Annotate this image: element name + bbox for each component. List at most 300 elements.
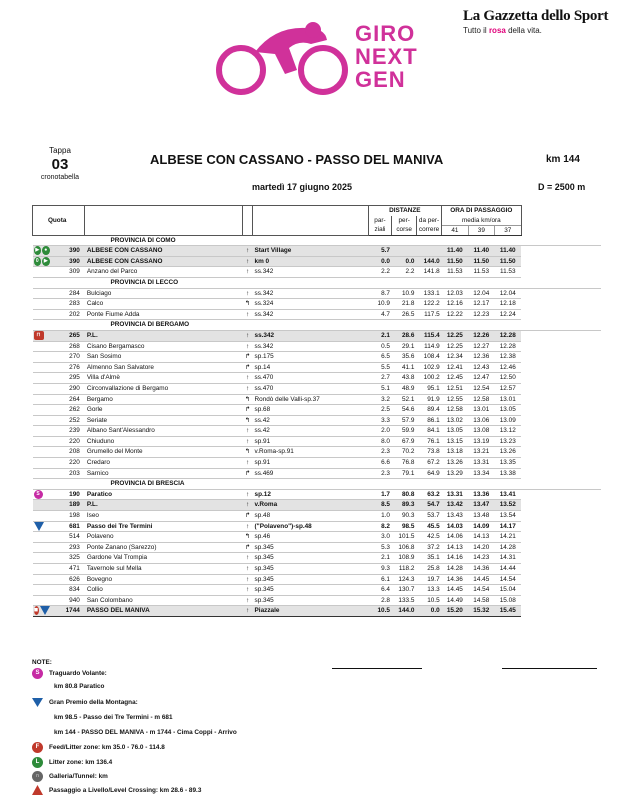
altitude-cell: 295 [33,373,85,384]
header-percorse-2: corse [396,226,412,234]
partial-km-cell: 2.0 [368,426,392,437]
altitude-value: 190 [69,490,80,498]
time-41-cell: 14.36 [442,574,468,585]
direction-arrow-icon: ↑ [243,246,253,257]
table-row [33,426,602,437]
row-marker [34,490,50,499]
remaining-km-cell: 37.2 [416,542,441,553]
place-cell: Tavernole sul Mella [85,564,243,575]
time-41-cell: 14.13 [442,542,468,553]
direction-arrow-icon: ↑ [243,341,253,352]
direction-arrow-icon: ↑ [243,521,253,532]
covered-km-cell: 101.5 [392,532,416,543]
time-41-cell: 13.31 [442,489,468,500]
place-cell: ALBESE CON CASSANO [85,246,243,257]
altitude-cell: 284 [33,288,85,299]
time-41-cell: 11.53 [442,267,468,278]
time-41-cell: 12.41 [442,362,468,373]
time-39-cell: 14.23 [468,553,494,564]
altitude-cell: 471 [33,564,85,575]
road-cell: ss.342 [253,267,368,278]
table-row [33,468,602,479]
partial-km-cell: 2.1 [368,330,392,341]
direction-arrow-icon: ↑ [243,436,253,447]
table-row [33,458,602,469]
note-tv [32,668,107,679]
covered-km-cell [392,246,416,257]
covered-km-cell: 76.8 [392,458,416,469]
time-41-cell: 13.29 [442,468,468,479]
time-37-cell: 12.57 [495,383,522,394]
partial-km-cell: 2.5 [368,405,392,416]
altitude-cell [33,489,85,500]
altitude-cell: 220 [33,436,85,447]
covered-km-cell: 57.9 [392,415,416,426]
direction-arrow-icon: ↰ [243,299,253,310]
time-37-cell: 11.50 [495,256,522,267]
partial-km-cell: 6.4 [368,585,392,596]
direction-arrow-icon: ↑ [243,595,253,606]
time-39-cell: 14.20 [468,542,494,553]
header-orario: ORA DI PASSAGGIO [442,206,521,216]
time-41-cell: 14.49 [442,595,468,606]
time-39-cell: 11.40 [468,246,494,257]
direction-arrow-icon: ↑ [243,564,253,575]
covered-km-cell: 79.1 [392,468,416,479]
altitude-cell [33,330,85,341]
place-cell: Ponte Fiume Adda [85,309,243,320]
remaining-km-cell: 35.1 [416,553,441,564]
remaining-km-cell: 100.2 [416,373,441,384]
altitude-cell [33,256,85,267]
time-41-cell: 12.58 [442,405,468,416]
road-cell: ss.342 [253,330,368,341]
remaining-km-cell: 102.9 [416,362,441,373]
remaining-km-cell: 42.5 [416,532,441,543]
wordmark-line-1: GIRO [355,21,416,46]
notes-title: NOTE: [32,659,52,666]
row-marker [34,257,50,266]
table-row [33,564,602,575]
time-37-cell: 13.52 [495,500,522,511]
covered-km-cell: 48.9 [392,383,416,394]
direction-arrow-icon: ↑ [243,553,253,564]
time-39-cell: 11.50 [468,256,494,267]
level-crossing-icon [32,785,43,796]
time-37-cell: 14.21 [495,532,522,543]
covered-km-cell: 2.2 [392,267,416,278]
covered-km-cell: 130.7 [392,585,416,596]
time-39-cell: 12.54 [468,383,494,394]
time-37-cell: 12.28 [495,330,522,341]
altitude-cell: 220 [33,458,85,469]
place-cell: Gardone Val Trompia [85,553,243,564]
remaining-km-cell: 25.8 [416,564,441,575]
note-gpm-line1: km 98.5 - Passo dei Tre Termini - m 681 [54,714,173,721]
road-cell: km 0 [253,256,368,267]
time-37-cell: 12.04 [495,288,522,299]
time-39-cell: 12.23 [468,309,494,320]
place-cell: Credaro [85,458,243,469]
time-37-cell: 11.40 [495,246,522,257]
covered-km-cell: 108.9 [392,553,416,564]
road-cell: sp.345 [253,553,368,564]
place-cell: ALBESE CON CASSANO [85,256,243,267]
note-litter-text: Litter zone: km 136.4 [49,759,113,766]
remaining-km-cell: 122.2 [416,299,441,310]
time-37-cell: 13.38 [495,468,522,479]
time-41-cell: 13.15 [442,436,468,447]
covered-km-cell: 35.6 [392,352,416,363]
time-37-cell: 15.45 [495,606,522,617]
wordmark-line-3: GEN [355,67,406,92]
partial-km-cell: 2.3 [368,468,392,479]
header-parziali-1: par- [374,217,386,225]
road-cell: Piazzale [253,606,368,617]
mountain-icon [34,522,44,531]
covered-km-cell: 0.0 [392,256,416,267]
sprint-icon: S [32,668,43,679]
partial-km-cell: 2.8 [368,595,392,606]
remaining-km-cell: 86.1 [416,415,441,426]
table-row [33,585,602,596]
road-cell: ss.342 [253,341,368,352]
time-37-cell: 12.50 [495,373,522,384]
table-row [33,553,602,564]
remaining-km-cell: 115.4 [416,330,441,341]
tappa-number: 03 [51,156,69,173]
covered-km-cell: 124.3 [392,574,416,585]
partial-km-cell: 10.5 [368,606,392,617]
time-39-cell: 13.36 [468,489,494,500]
time-39-cell: 12.27 [468,341,494,352]
road-cell: sp.175 [253,352,368,363]
covered-km-cell: 26.5 [392,309,416,320]
covered-km-cell: 52.1 [392,394,416,405]
table-row [33,373,602,384]
table-row [33,256,602,267]
tagline-rosa: rosa [488,26,506,35]
speed-39: 39 [469,226,495,235]
direction-arrow-icon: ↱ [243,405,253,416]
place-cell: Passo dei Tre Termini [85,521,243,532]
time-37-cell: 12.38 [495,352,522,363]
table-row [33,447,602,458]
time-41-cell: 13.18 [442,447,468,458]
direction-arrow-icon: ↱ [243,468,253,479]
time-39-cell: 13.01 [468,405,494,416]
place-cell: Seriate [85,415,243,426]
altitude-cell: 252 [33,415,85,426]
place-cell: Chiuduno [85,436,243,447]
gazzetta-title: La Gazzetta dello Sport [463,8,609,24]
time-41-cell: 11.50 [442,256,468,267]
partial-km-cell: 1.7 [368,489,392,500]
partial-km-cell: 10.9 [368,299,392,310]
place-cell: Bulciago [85,288,243,299]
remaining-km-cell: 64.9 [416,468,441,479]
stage-date: martedì 17 giugno 2025 [252,182,353,192]
covered-km-cell: 10.9 [392,288,416,299]
time-39-cell: 15.32 [468,606,494,617]
remaining-km-cell: 10.5 [416,595,441,606]
start-village-icon: ● [42,246,50,255]
wordmark-line-2: NEXT [355,44,418,69]
time-41-cell: 14.45 [442,585,468,596]
time-37-cell: 14.28 [495,542,522,553]
altitude-cell: 198 [33,511,85,522]
road-cell: sp.48 [253,511,368,522]
place-cell: Ponte Zanano (Sarezzo) [85,542,243,553]
covered-km-cell: 67.9 [392,436,416,447]
place-cell: P.L. [85,500,243,511]
partial-km-cell: 1.0 [368,511,392,522]
time-39-cell: 12.26 [468,330,494,341]
time-41-cell: 14.06 [442,532,468,543]
road-cell: sp.14 [253,362,368,373]
header-road [253,206,368,236]
road-cell: ss.324 [253,299,368,310]
direction-arrow-icon: ↑ [243,500,253,511]
time-41-cell: 11.40 [442,246,468,257]
place-cell: Polaveno [85,532,243,543]
covered-km-cell: 89.3 [392,500,416,511]
time-37-cell: 13.54 [495,511,522,522]
direction-arrow-icon: ↑ [243,288,253,299]
time-39-cell: 13.31 [468,458,494,469]
table-row [33,383,602,394]
time-37-cell: 14.54 [495,574,522,585]
table-header [33,206,602,216]
note-crossing [32,785,201,796]
remaining-km-cell: 67.2 [416,458,441,469]
table-row [33,405,602,416]
altitude-cell: 325 [33,553,85,564]
remaining-km-cell: 91.9 [416,394,441,405]
table-row [33,489,602,500]
time-41-cell: 13.42 [442,500,468,511]
sprint-icon: S [34,490,43,499]
direction-arrow-icon: ↑ [243,585,253,596]
covered-km-cell: 70.2 [392,447,416,458]
time-41-cell: 14.03 [442,521,468,532]
altitude-value: 1744 [65,607,80,615]
direction-arrow-icon: ↑ [243,426,253,437]
direction-arrow-icon: ↑ [243,458,253,469]
time-37-cell: 11.53 [495,267,522,278]
altitude-cell: 189 [33,500,85,511]
remaining-km-cell: 117.5 [416,309,441,320]
time-37-cell: 12.24 [495,309,522,320]
road-cell: ("Polaveno")-sp.48 [253,521,368,532]
partial-km-cell: 8.2 [368,521,392,532]
altitude-cell: 290 [33,383,85,394]
note-feed [32,742,165,753]
road-cell: sp.46 [253,532,368,543]
time-41-cell: 12.51 [442,383,468,394]
mountain-icon [32,697,43,708]
row-marker [34,246,50,255]
stage-km: km 144 [546,154,580,165]
partial-km-cell: 5.3 [368,542,392,553]
time-39-cell: 14.58 [468,595,494,606]
altitude-cell: 834 [33,585,85,596]
tappa-label: Tappa [49,146,71,155]
covered-km-cell: 80.8 [392,489,416,500]
time-39-cell: 11.53 [468,267,494,278]
altitude-cell: 626 [33,574,85,585]
time-41-cell: 12.16 [442,299,468,310]
road-cell: sp.345 [253,564,368,575]
direction-arrow-icon: ↰ [243,394,253,405]
partial-km-cell: 6.6 [368,458,392,469]
header-percorse-1: per- [398,217,410,225]
altitude-cell: 202 [33,309,85,320]
header-quota: Quota [33,206,85,236]
road-cell: Start Village [253,246,368,257]
note-gpm-title: Gran Premio della Montagna: [49,699,138,706]
altitude-cell: 268 [33,341,85,352]
partial-km-cell: 5.1 [368,383,392,394]
time-39-cell: 12.47 [468,373,494,384]
time-41-cell: 12.25 [442,341,468,352]
province-name: PROVINCIA DI BRESCIA [33,479,522,490]
direction-arrow-icon: ↑ [243,383,253,394]
partial-km-cell: 6.1 [368,574,392,585]
time-39-cell: 12.36 [468,352,494,363]
table-row [33,352,602,363]
direction-arrow-icon: ↑ [243,574,253,585]
time-39-cell: 14.54 [468,585,494,596]
table-row [33,521,602,532]
place-cell: Almenno San Salvatore [85,362,243,373]
table-row [33,532,602,543]
place-cell: Circonvallazione di Bergamo [85,383,243,394]
province-name: PROVINCIA DI LECCO [33,277,522,288]
header-correre [416,216,441,236]
remaining-km-cell: 76.1 [416,436,441,447]
header-media: media km/ora [442,216,520,226]
gazzetta-tagline [463,26,623,35]
start-icon: ▶ [35,247,40,254]
province-row [33,235,602,246]
event-wordmark [355,22,418,91]
note-gpm-line2: km 144 - PASSO DEL MANIVA - m 1744 - Cima Coppi - Arrivo [54,729,237,736]
table-row [33,299,602,310]
time-39-cell: 14.09 [468,521,494,532]
note-tv-detail: km 80.8 Paratico [54,683,105,690]
partial-km-cell: 5.7 [368,246,392,257]
note-feed-text: Feed/Litter zone: km 35.0 - 76.0 - 114.8 [49,744,165,751]
place-cell: Villa d'Almè [85,373,243,384]
covered-km-cell: 98.5 [392,521,416,532]
time-39-cell: 13.06 [468,415,494,426]
time-39-cell: 13.21 [468,447,494,458]
table-row [33,341,602,352]
time-37-cell: 13.05 [495,405,522,416]
partial-km-cell: 3.2 [368,394,392,405]
row-marker [34,522,50,531]
altitude-cell: 264 [33,394,85,405]
time-41-cell: 12.25 [442,330,468,341]
signature-line [332,668,422,669]
altitude-cell: 203 [33,468,85,479]
remaining-km-cell: 133.1 [416,288,441,299]
row-marker [34,606,50,615]
note-gpm [32,697,138,708]
tagline-post: della vita. [505,26,542,35]
table-row [33,267,602,278]
direction-arrow-icon: ↑ [243,489,253,500]
direction-arrow-icon: ↱ [243,542,253,553]
time-37-cell: 13.26 [495,447,522,458]
partial-km-cell: 8.5 [368,500,392,511]
time-37-cell: 13.41 [495,489,522,500]
table-row [33,246,602,257]
table-row [33,394,602,405]
time-37-cell: 13.35 [495,458,522,469]
row-marker [34,331,50,340]
altitude-cell: 239 [33,426,85,437]
place-cell: Bovegno [85,574,243,585]
time-41-cell: 13.43 [442,511,468,522]
road-cell: v.Roma-sp.91 [253,447,368,458]
level-crossing-icon: ⊓ [34,331,44,340]
remaining-km-cell: 63.2 [416,489,441,500]
time-39-cell: 12.04 [468,288,494,299]
time-39-cell: 13.47 [468,500,494,511]
header-correre-2: correre [418,226,440,234]
finish-icon: ◼ [33,607,39,614]
header-arrow [243,206,253,236]
time-41-cell: 12.55 [442,394,468,405]
partial-km-cell: 2.1 [368,553,392,564]
note-tv-title: Traguardo Volante: [49,670,107,677]
covered-km-cell: 144.0 [392,606,416,617]
remaining-km-cell: 144.0 [416,256,441,267]
time-41-cell: 12.45 [442,373,468,384]
speed-row [442,226,520,235]
header-distanze: DISTANZE [368,206,442,216]
time-41-cell: 12.22 [442,309,468,320]
table-row [33,542,602,553]
province-row [33,277,602,288]
place-cell: Gorle [85,405,243,416]
time-39-cell: 13.08 [468,426,494,437]
covered-km-cell: 59.9 [392,426,416,437]
time-37-cell: 15.04 [495,585,522,596]
tunnel-icon: ∩ [32,771,43,782]
road-cell: ss.342 [253,288,368,299]
direction-arrow-icon: ↱ [243,362,253,373]
direction-arrow-icon: ↰ [243,532,253,543]
road-cell: v.Roma [253,500,368,511]
signature-line [502,668,597,669]
province-row [33,479,602,490]
speed-37: 37 [504,226,512,234]
province-row [33,320,602,331]
partial-km-cell: 0.0 [368,256,392,267]
time-39-cell: 12.58 [468,394,494,405]
mountain-icon [40,606,50,615]
remaining-km-cell: 84.1 [416,426,441,437]
place-cell: Albano Sant'Alessandro [85,426,243,437]
time-41-cell: 13.05 [442,426,468,437]
table-row [33,288,602,299]
speed-41: 41 [442,226,468,235]
covered-km-cell: 118.2 [392,564,416,575]
time-37-cell: 15.08 [495,595,522,606]
